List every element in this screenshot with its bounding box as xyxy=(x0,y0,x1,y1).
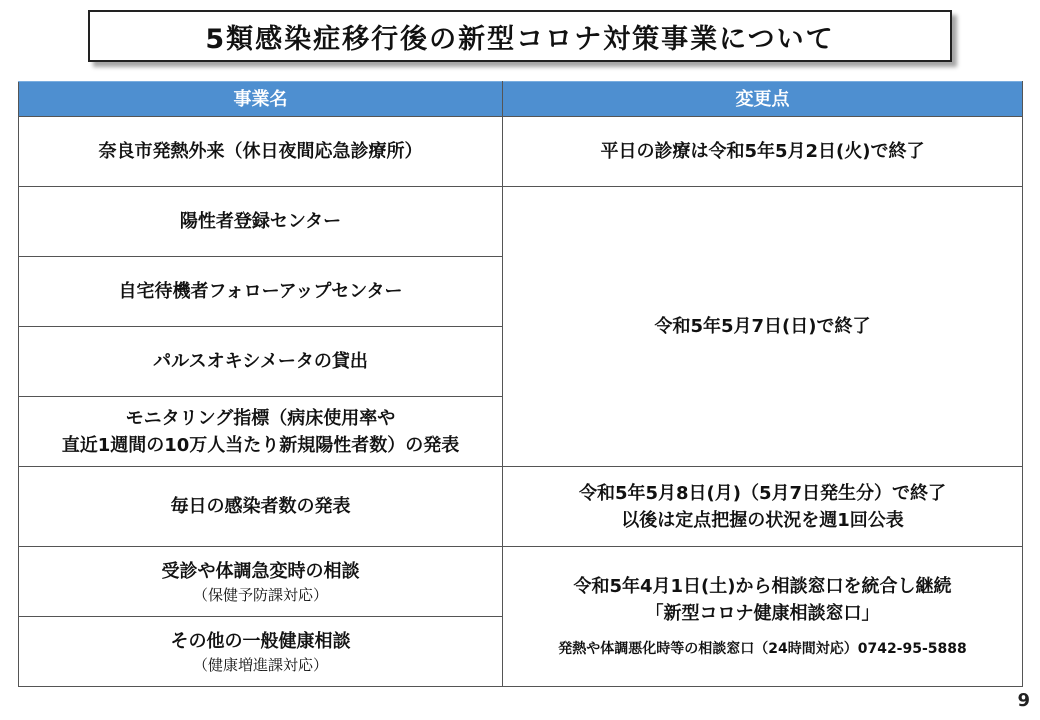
merged-change-consultation xyxy=(503,547,1023,687)
consultation-line2: 「新型コロナ健康相談窓口」 xyxy=(645,603,880,624)
row-name xyxy=(19,617,503,687)
row-name: パルスオキシメータの貸出 xyxy=(19,327,503,397)
row-name-line: モニタリング指標（病床使用率や xyxy=(125,407,396,429)
row-name: 奈良市発熱外来（休日夜間応急診療所） xyxy=(19,117,503,187)
table-row xyxy=(19,117,1023,187)
row-change-line: 令和5年5月8日(月)（5月7日発生分）で終了 xyxy=(578,482,947,504)
row-name-sub: （保健予防課対応） xyxy=(192,585,328,604)
consultation-note: 発熱や体調悪化時等の相談窓口（24時間対応）0742-95-5888 xyxy=(558,641,967,657)
merged-change-end-may7: 令和5年5月7日(日)で終了 xyxy=(503,187,1023,467)
row-name-line: その他の一般健康相談 xyxy=(170,630,351,652)
row-name: 自宅待機者フォローアップセンター xyxy=(19,257,503,327)
header-changes: 変更点 xyxy=(503,82,1023,117)
row-name xyxy=(19,397,503,467)
header-project-name: 事業名 xyxy=(19,82,503,117)
consultation-line1: 令和5年4月1日(土)から相談窓口を統合し継続 xyxy=(573,576,952,597)
table-row xyxy=(19,187,1023,257)
row-name-line: 直近1週間の10万人当たり新規陽性者数）の発表 xyxy=(61,434,460,456)
row-name: 毎日の感染者数の発表 xyxy=(19,467,503,547)
page-number: 9 xyxy=(1017,690,1030,711)
row-name-sub: （健康増進課対応） xyxy=(192,655,328,674)
table-row xyxy=(19,467,1023,547)
measures-table xyxy=(18,81,1023,687)
row-name xyxy=(19,547,503,617)
row-name-line: 受診や体調急変時の相談 xyxy=(161,560,360,582)
row-change xyxy=(503,467,1023,547)
row-change: 平日の診療は令和5年5月2日(火)で終了 xyxy=(503,117,1023,187)
row-change-line: 以後は定点把握の状況を週1回公表 xyxy=(621,509,904,531)
table-row xyxy=(19,547,1023,617)
table-header-row xyxy=(19,82,1023,117)
row-name: 陽性者登録センター xyxy=(19,187,503,257)
page-title: 5類感染症移行後の新型コロナ対策事業について xyxy=(88,10,952,62)
